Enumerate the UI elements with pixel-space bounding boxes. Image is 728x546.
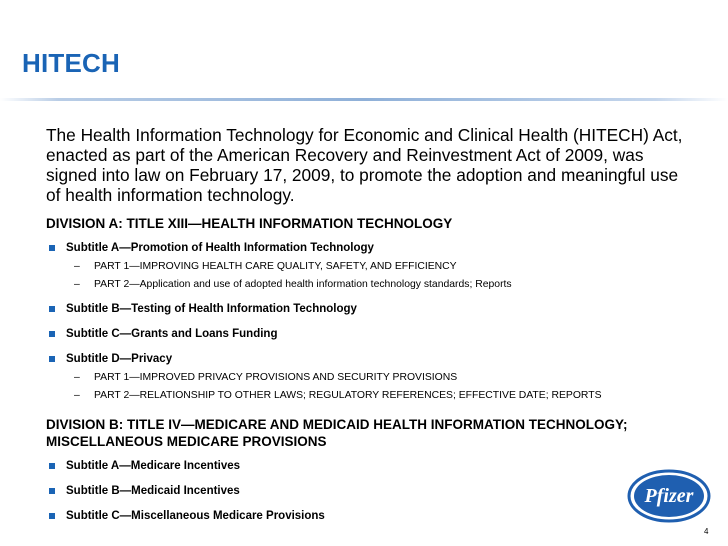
square-bullet-icon xyxy=(49,513,55,519)
square-bullet-icon xyxy=(49,306,55,312)
subtitle-a-promotion xyxy=(46,241,686,255)
subtitle-label: Subtitle C—Grants and Loans Funding xyxy=(66,328,278,340)
subtitle-label: Subtitle B—Testing of Health Information Technology xyxy=(66,303,357,315)
part-item xyxy=(46,260,686,273)
part-label: PART 2—Application and use of adopted health information technology standards; Reports xyxy=(94,279,512,290)
part-label: PART 1—IMPROVING HEALTH CARE QUALITY, SAFETY, AND EFFICIENCY xyxy=(94,261,457,272)
slide-title: HITECH xyxy=(22,48,120,78)
subtitle-b-testing xyxy=(46,302,686,316)
part-item xyxy=(46,278,686,291)
square-bullet-icon xyxy=(49,245,55,251)
dash-bullet-icon: – xyxy=(74,261,80,272)
logo-wordmark: Pfizer xyxy=(644,485,694,507)
title-divider xyxy=(0,98,728,101)
part-label: PART 2—RELATIONSHIP TO OTHER LAWS; REGULATORY REFERENCES; EFFECTIVE DATE; REPORTS xyxy=(94,390,602,401)
intro-paragraph: The Health Information Technology for Economic and Clinical Health (HITECH) Act, enacted as part of the American Recovery and Reinvestment Act of 2009, was signed into law on February 17, 2009, to promote the adoption and meaningful use of health information technology. xyxy=(46,125,683,205)
slide-body xyxy=(46,125,686,523)
subtitle-c-grants xyxy=(46,327,686,341)
square-bullet-icon xyxy=(49,488,55,494)
dash-bullet-icon: – xyxy=(74,279,80,290)
subtitle-label: Subtitle C—Miscellaneous Medicare Provisions xyxy=(66,510,325,522)
pfizer-logo-icon xyxy=(626,463,712,529)
dash-bullet-icon: – xyxy=(74,372,80,383)
subtitle-label: Subtitle B—Medicaid Incentives xyxy=(66,485,240,497)
square-bullet-icon xyxy=(49,331,55,337)
division-b-heading: DIVISION B: TITLE IV—MEDICARE AND MEDICAID HEALTH INFORMATION TECHNOLOGY; MISCELLANEOUS MEDICARE PROVISIONS xyxy=(46,417,628,449)
part-item xyxy=(46,371,686,384)
page-number: 4 xyxy=(704,527,709,536)
subtitle-medicaid-incentives xyxy=(46,484,686,498)
dash-bullet-icon: – xyxy=(74,390,80,401)
part-item xyxy=(46,389,686,402)
division-a-heading: DIVISION A: TITLE XIII—HEALTH INFORMATION TECHNOLOGY xyxy=(46,216,453,231)
subtitle-d-privacy xyxy=(46,352,686,366)
subtitle-label: Subtitle D—Privacy xyxy=(66,353,173,365)
pfizer-logo xyxy=(626,463,712,529)
subtitle-misc-medicare xyxy=(46,509,686,523)
subtitle-label: Subtitle A—Medicare Incentives xyxy=(66,460,241,472)
square-bullet-icon xyxy=(49,463,55,469)
part-label: PART 1—IMPROVED PRIVACY PROVISIONS AND SECURITY PROVISIONS xyxy=(94,372,458,383)
subtitle-label: Subtitle A—Promotion of Health Information Technology xyxy=(66,242,374,254)
subtitle-medicare-incentives xyxy=(46,459,686,473)
square-bullet-icon xyxy=(49,356,55,362)
